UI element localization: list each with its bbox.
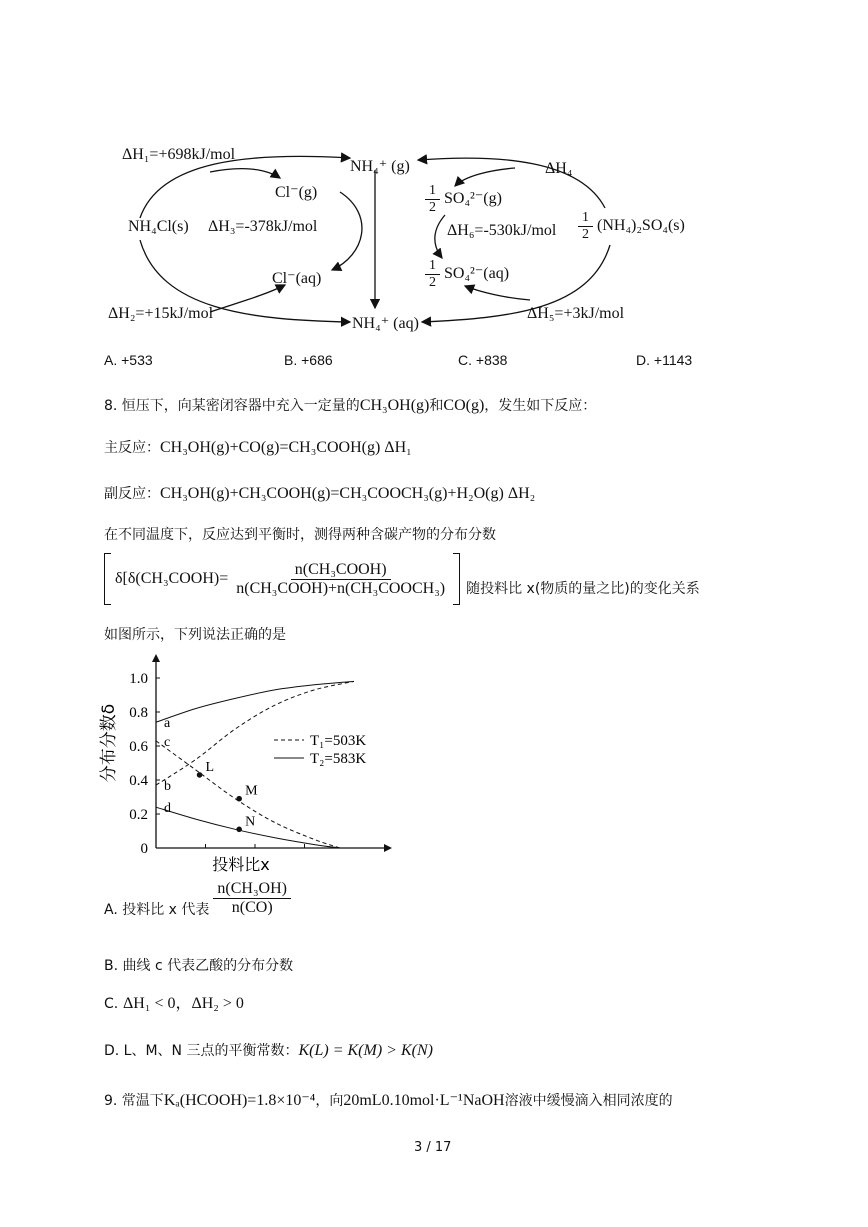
y-tick-label: 0.6 — [129, 739, 148, 755]
q8-side-reaction: 副反应：CH₃OH(g)+CH₃COOH(g)=CH₃COOCH₃(g)+H₂O(g) ΔH₂ — [104, 485, 536, 502]
q8-intro: 8. 恒压下，向某密闭容器中充入一定量的CH₃OH(g)和CO(g)，发生如下反应： — [104, 397, 597, 414]
point-label-M: M — [245, 783, 258, 799]
arrow-to-cl-aq — [210, 285, 285, 312]
q8-delta-definition: δ[δ(CH₃COOH)= $\frac{\text{n(CH₃COOH)}}{\text{n(CH₃COOH)+n(CH₃COOCH₃)}}$ 随投料比 x(物质的量之比)的变化关系 — [104, 553, 700, 605]
dh1-label: ΔH₁=+698kJ/mol — [122, 146, 236, 163]
q8-line5: 如图所示，下列说法正确的是 — [104, 627, 286, 643]
dh4-label: ΔH₄ — [545, 160, 573, 177]
so4-g-label: SO₄²⁻(g) — [444, 190, 502, 208]
y-axis-label: 分布分数δ — [99, 703, 119, 783]
q8-main-reaction: 主反应：CH₃OH(g)+CO(g)=CH₃COOH(g) ΔH₁ — [104, 439, 412, 456]
point-label-N: N — [245, 814, 256, 830]
dh5-label: ΔH₅=+3kJ/mol — [527, 305, 625, 322]
half-nh42so4: $\frac{1}{2}$ (NH₄)₂SO₄(s) — [578, 210, 685, 243]
y-tick-label: 1.0 — [129, 671, 148, 687]
y-tick-label: 0 — [140, 841, 148, 857]
x-axis-arrow — [384, 844, 392, 852]
q8-choice-c: C. ΔH₁ < 0，ΔH₂ > 0 — [104, 995, 244, 1012]
q7-choice-a: A. +533 — [104, 352, 153, 368]
nh42so4-label: (NH₄)₂SO₄(s) — [597, 217, 685, 235]
legend-label: T₂=583K — [310, 751, 367, 767]
nh4-aq-label: NH₄⁺ (aq) — [352, 315, 419, 332]
page-number: 3 / 17 — [414, 1140, 452, 1155]
point-L — [197, 772, 203, 778]
dh2-label: ΔH₂=+15kJ/mol — [108, 305, 214, 322]
point-M — [236, 796, 242, 802]
distribution-fraction-chart — [98, 652, 398, 874]
point-N — [236, 827, 242, 833]
arrow-clg-to-claq — [332, 192, 362, 270]
arrow-nh4cl-to-nh4g — [140, 156, 350, 218]
y-tick-label: 0.8 — [129, 705, 148, 721]
q7-choice-d: D. +1143 — [636, 352, 693, 368]
legend-label: T₁=503K — [310, 733, 367, 749]
q9-stem: 9. 常温下Kₐ(HCOOH)=1.8×10⁻⁴，向20mL0.10mol·L⁻¹NaOH溶液中缓慢滴入相同浓度的 — [104, 1092, 673, 1109]
q8-choice-b: B. 曲线 c 代表乙酸的分布分数 — [104, 958, 294, 974]
y-axis-arrow — [152, 654, 160, 662]
y-tick-label: 0.4 — [129, 773, 148, 789]
q8-choice-d: D. L、M、N 三点的平衡常数：K(L) = K(M) > K(N) — [104, 1042, 433, 1059]
point-label-L: L — [205, 759, 215, 775]
series-label-d: d — [164, 801, 171, 817]
q8-choice-a: A. 投料比 x 代表 $\frac{\text{n(CH₃OH)}}{n(CO)}$ — [104, 880, 291, 923]
series-label-a: a — [164, 716, 171, 732]
dh6-label: ΔH₆=-530kJ/mol — [447, 222, 557, 239]
cl-aq-label: Cl⁻(aq) — [272, 270, 322, 287]
q8-line3: 在不同温度下，反应达到平衡时，测得两种含碳产物的分布分数 — [104, 527, 496, 543]
series-label-b: b — [164, 779, 171, 795]
arrow-so4g-to-so4aq — [435, 215, 445, 258]
half-so4-aq: $\frac{1}{2}$ SO₄²⁻(aq) — [425, 258, 509, 291]
cl-g-label: Cl⁻(g) — [275, 184, 318, 201]
nh4cl-label: NH₄Cl(s) — [128, 218, 189, 235]
arrow-to-cl-g — [210, 169, 280, 178]
dh3-label: ΔH₃=-378kJ/mol — [208, 218, 318, 235]
so4-aq-label: SO₄²⁻(aq) — [444, 265, 510, 283]
half-so4-g: $\frac{1}{2}$ SO₄²⁻(g) — [425, 183, 502, 216]
q7-choice-b: B. +686 — [284, 352, 333, 368]
y-tick-label: 0.2 — [129, 807, 148, 823]
series-label-c: c — [164, 734, 171, 750]
x-axis-label: 投料比x — [212, 855, 270, 874]
nh4-g-label: NH₄⁺ (g) — [350, 158, 410, 175]
q7-choice-c: C. +838 — [458, 352, 508, 368]
